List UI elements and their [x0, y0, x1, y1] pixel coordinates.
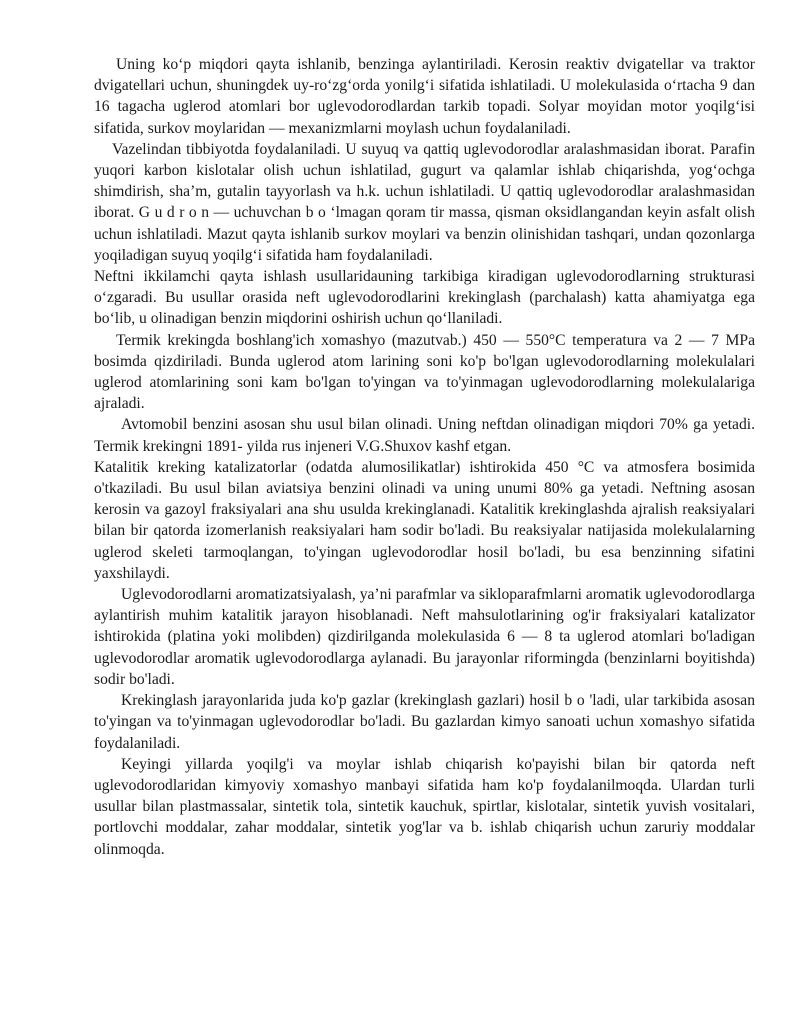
paragraph-ikkilamchi-qayta-ishlash: Neftni ikkilamchi qayta ishlash usullaridauning tarkibiga kiradigan uglevodorodlarning strukturasi oʻzgaradi. Bu usullar orasida neft uglevodorodlarini krekinglash (parchalash) katta ahamiyatga ega boʻlib, u olinadigan benzin miqdorini oshirish uchun qoʻllaniladi. — [94, 268, 755, 328]
document-body — [94, 54, 755, 860]
paragraph-avtomobil-benzini: Avtomobil benzini asosan shu usul bilan olinadi. Uning neftdan olinadigan miqdori 70% ga yetadi. Termik krekingni 1891- yilda rus injeneri V.G.Shuxov kashf etgan. — [94, 416, 755, 455]
paragraph-aromatizatsiyalash: Uglevodorodlarni aromatizatsiyalash, ya’ni parafmlar va sikloparafmlarni aromatik uglevodorodlarga aylantirish muhim katalitik jarayon hisoblanadi. Neft mahsulotlarining og'ir fraksiyalari katalizator ishtirokida (platina yoki molibden) qizdirilganda molekulasida 6 — 8 ta uglerod atomlari bo'ladigan uglevodorodlar aromatik uglevodorodlarga aylanadi. Bu jarayonlar riformingda (benzinlarni boyitishda) sodir bo'ladi. — [94, 586, 755, 688]
paragraph-kerosin: Uning koʻp miqdori qayta ishlanib, benzinga aylantiriladi. Kerosin reaktiv dvigatellar va traktor dvigatellari uchun, shuningdek uy-roʻzgʻorda yonilgʻi sifatida ishlatiladi. U molekulasida oʻrtacha 9 dan 16 tagacha uglerod atomlari bor uglevodorodlardan tarkib topadi. Solyar moyidan motor yoqilgʻisi sifatida, surkov moylaridan — mexanizmlarni moylash uchun foydalaniladi. — [94, 56, 755, 137]
paragraph-krekinglash-gazlari: Krekinglash jarayonlarida juda ko'p gazlar (krekinglash gazlari) hosil b o 'ladi, ular tarkibida asosan to'yingan va to'yinmagan uglevodorodlar bo'ladi. Bu gazlardan kimyo sanoati uchun xomashyo sifatida foydalaniladi. — [94, 692, 755, 752]
paragraph-termik-kreking: Termik krekingda boshlang'ich xomashyo (mazutvab.) 450 — 550°C temperatura va 2 — 7 MPa bosimda qizdiriladi. Bunda uglerod atom larining soni ko'p bo'lgan uglevodorodlarning molekulalari uglerod atomlarining soni kam bo'lgan to'yingan va to'yinmagan uglevodorodlarning molekulalariga ajraladi. — [94, 331, 755, 413]
paragraph-kimyoviy-xomashyo: Keyingi yillarda yoqilg'i va moylar ishlab chiqarish ko'payishi bilan bir qatorda neft uglevodorodlaridan kimyoviy xomashyo manbayi sifatida ham ko'p foydalanilmoqda. Ulardan turli usullar bilan plastmassalar, sintetik tola, sintetik kauchuk, spirtlar, kislotalar, sintetik yuvish vositalari, portlovchi moddalar, zahar moddalar, sintetik yog'lar va b. ishlab chiqarish uchun zaruriy moddalar olinmoqda. — [94, 755, 755, 858]
paragraph-vazelin: Vazelindan tibbiyotda foydalaniladi. U suyuq va qattiq uglevodorodlar aralashmasidan iborat. Parafin yuqori karbon kislotalar olish uchun ishlatilad, gugurt va qalamlar ishlab chiqarishda, yogʻochga shimdirish, sha’m, gutalin tayyorlash va h.k. uchun ishlatiladi. U qattiq uglevodorodlar aralashmasidan iborat. G u d r o n — uchuvchan b o ‘lmagan qoram tir massa, qisman oksidlangandan keyin asfalt olish uchun ishlatiladi. Mazut qayta ishlanib surkov moylari va benzin olinishidan tashqari, undan qozonlarga yoqiladigan suyuq yoqilgʻi sifatida ham foydalaniladi. — [94, 140, 755, 264]
paragraph-katalitik-kreking: Katalitik kreking katalizatorlar (odatda alumosilikatlar) ishtirokida 450 °C va atmosfera bosimida o'tkaziladi. Bu usul bilan aviatsiya benzini olinadi va uning unumi 80% ga yetadi. Neftning asosan kerosin va gazoyl fraksiyalari ana shu usulda krekinglanadi. Katalitik krekinglashda ajralish reaksiyalari bilan bir qatorda izomerlanish reaksiyalari ham sodir bo'ladi. Bu reaksiyalar natijasida molekulalarning uglerod skeleti tarmoqlangan, to'yingan uglevodorodlar hosil bo'ladi, bu esa benzinning sifatini yaxshilaydi. — [94, 458, 755, 582]
